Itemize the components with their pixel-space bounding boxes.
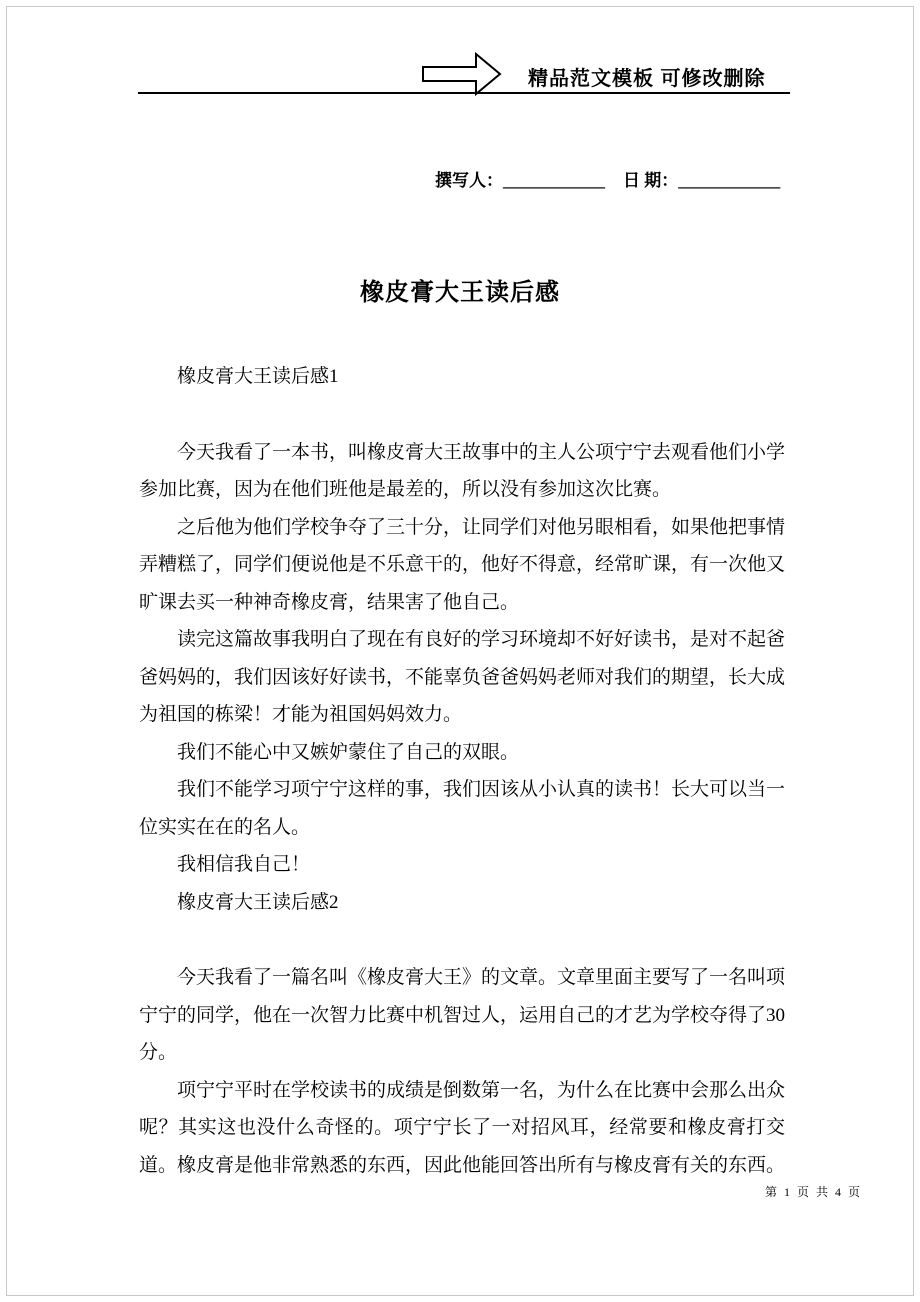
paragraph: 今天我看了一本书，叫橡皮膏大王故事中的主人公项宁宁去观看他们小学参加比赛，因为在他们班他是最差的，所以没有参加这次比赛。 <box>139 441 786 500</box>
paragraph: 我相信我自己！ <box>177 854 311 875</box>
writer-date-line <box>435 166 780 191</box>
writer-label: 撰写人： <box>435 171 503 190</box>
writer-blank: ____________ <box>503 171 605 190</box>
paragraph: 读完这篇故事我明白了现在有良好的学习环境却不好好读书，是对不起爸爸妈妈的，我们因该好好读书，不能辜负爸爸妈妈老师对我们的期望，长大成为祖国的栋梁！才能为祖国妈妈效力。 <box>139 629 786 725</box>
paragraph: 之后他为他们学校争夺了三十分，让同学们对他另眼相看，如果他把事情弄糟糕了，同学们便说他是不乐意干的，他好不得意，经常旷课，有一次他又旷课去买一种神奇橡皮膏，结果害了他自己。 <box>139 516 786 613</box>
header-rule <box>138 92 790 94</box>
paragraph: 项宁宁平时在学校读书的成绩是倒数第一名，为什么在比赛中会那么出众呢？其实这也没什么奇怪的。项宁宁长了一对招风耳，经常要和橡皮膏打交道。橡皮膏是他非常熟悉的东西，因此他能回答出所有与橡皮膏有关的东西。 <box>139 1079 786 1176</box>
document-title: 橡皮膏大王读后感 <box>360 280 560 306</box>
document-body <box>139 358 785 1184</box>
banner-text: 精品范文模板 可修改删除 <box>528 68 766 90</box>
paragraph: 我们不能心中又嫉妒蒙住了自己的双眼。 <box>177 741 520 763</box>
right-arrow-icon <box>422 52 502 96</box>
section-heading: 橡皮膏大王读后感1 <box>177 366 339 387</box>
paragraph: 我们不能学习项宁宁这样的事，我们因该从小认真的读书！长大可以当一位实实在在的名人。 <box>139 779 786 838</box>
date-label: 日 期： <box>623 171 679 190</box>
page-number-indicator: 第 1 页 共 4 页 <box>764 1185 862 1199</box>
section-heading: 橡皮膏大王读后感2 <box>177 891 339 913</box>
paragraph: 今天我看了一篇名叫《橡皮膏大王》的文章。文章里面主要写了一名叫项宁宁的同学，他在一次智力比赛中机智过人，运用自己的才艺为学校夺得了30分。 <box>139 967 786 1063</box>
date-blank: ____________ <box>678 171 781 190</box>
